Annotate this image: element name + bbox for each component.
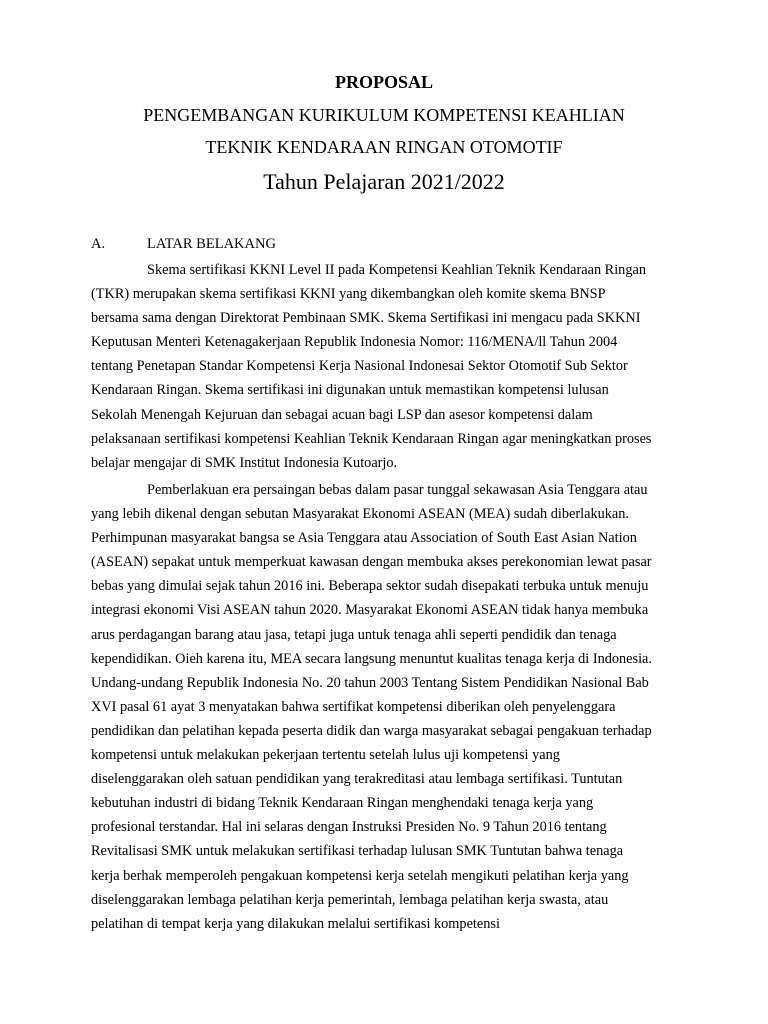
paragraph-line: pelatihan di tempat kerja yang dilakukan melalui sertifikasi kompetensi xyxy=(91,915,500,932)
paragraph-line: Keputusan Menteri Ketenagakerjaan Republik Indonesia Nomor: 116/MENA/ll Tahun 2004 xyxy=(91,334,618,351)
paragraph-line: Revitalisasi SMK untuk melakukan sertifikasi terhadap lulusan SMK Tuntutan bahwa tenaga xyxy=(91,843,624,860)
section-title: LATAR BELAKANG xyxy=(147,236,276,252)
paragraph-line: profesional terstandar. Hal ini selaras dengan Instruksi Presiden No. 9 Tahun 2016 tentang xyxy=(91,819,607,836)
paragraph-line: belajar mengajar di SMK Institut Indonesia Kutoarjo. xyxy=(91,454,398,471)
paragraph-line: yang lebih dikenal dengan sebutan Masyarakat Ekonomi ASEAN (MEA) sudah diberlakukan. xyxy=(91,506,629,523)
paragraph-line: bersama sama dengan Direktorat Pembinaan SMK. Skema Sertifikasi ini mengacu pada SKKNI xyxy=(91,310,641,327)
document-subtitle-line-1: PENGEMBANGAN KURIKULUM KOMPETENSI KEAHLIAN xyxy=(143,105,625,125)
paragraph-line: pelaksanaan sertifikasi kompetensi Keahlian Teknik Kendaraan Ringan agar meningkatkan proses xyxy=(91,430,652,447)
section-number: A. xyxy=(91,236,106,252)
paragraph-line: kebutuhan industri di bidang Teknik Kendaraan Ringan menghendaki tenaga kerja yang xyxy=(91,795,594,812)
academic-year: Tahun Pelajaran 2021/2022 xyxy=(263,169,505,194)
paragraph-line: arus perdagangan barang atau jasa, tetapi juga untuk tenaga ahli seperti pendidik dan tenaga xyxy=(91,626,617,643)
paragraph-line: Pemberlakuan era persaingan bebas dalam pasar tunggal sekawasan Asia Tenggara atau xyxy=(147,482,648,498)
paragraph-line: (TKR) merupakan skema sertifikasi KKNI yang dikembangkan oleh komite skema BNSP xyxy=(91,286,606,303)
paragraph-line: kompetensi untuk melakukan pekerjaan tertentu setelah lulus uji kompetensi yang xyxy=(91,747,560,764)
paragraph-line: integrasi ekonomi Visi ASEAN tahun 2020. Masyarakat Ekonomi ASEAN tidak hanya membuka xyxy=(91,602,649,619)
paragraph-line: bebas yang dimulai sejak tahun 2016 ini. Beberapa sektor sudah disepakati terbuka untuk menuju xyxy=(91,578,649,595)
paragraph-line: kerja berhak memperoleh pengakuan kompetensi kerja setelah mengikuti pelatihan kerja yang xyxy=(91,867,629,884)
paragraph-1 xyxy=(91,258,699,475)
paragraph-line: kependidikan. Oieh karena itu, MEA secara langsung menuntut kualitas tenaga kerja di Indonesia. xyxy=(91,650,652,667)
paragraph-line: Undang-undang Republik Indonesia No. 20 tahun 2003 Tentang Sistem Pendidikan Nasional Bab xyxy=(91,674,649,691)
document-title: PROPOSAL xyxy=(334,72,433,92)
paragraph-line: Kendaraan Ringan. Skema sertifikasi ini digunakan untuk memastikan kompetensi lulusan xyxy=(91,382,609,399)
paragraph-line: (ASEAN) sepakat untuk memperkuat kawasan dengan membuka akses perekonomian lewat pasar xyxy=(91,554,652,571)
paragraph-2 xyxy=(91,478,699,936)
paragraph-line: tentang Penetapan Standar Kompetensi Kerja Nasional Indonesai Sektor Otomotif Sub Sektor xyxy=(91,358,628,375)
paragraph-line: XVI pasal 61 ayat 3 menyatakan bahwa sertifikat kompetensi diberikan oleh penyelenggara xyxy=(91,698,616,715)
document-subtitle-line-2: TEKNIK KENDARAAN RINGAN OTOMOTIF xyxy=(205,137,563,157)
paragraph-line: diselenggarakan lembaga pelatihan kerja pemerintah, lembaga pelatihan kerja swasta, atau xyxy=(91,891,609,908)
paragraph-line: diselenggarakan oleh satuan pendidikan yang terakreditasi atau lembaga sertifikasi. Tuntutan xyxy=(91,771,623,788)
paragraph-line: Perhimpunan masyarakat bangsa se Asia Tenggara atau Association of South East Asian Nation xyxy=(91,530,637,547)
paragraph-line: pendidikan dan pelatihan kepada peserta didik dan warga masyarakat sebagai pengakuan terhadap xyxy=(91,722,652,739)
paragraph-line: Skema sertifikasi KKNI Level II pada Kompetensi Keahlian Teknik Kendaraan Ringan xyxy=(147,262,646,278)
paragraph-line: Sekolah Menengah Kejuruan dan sebagai acuan bagi LSP dan asesor kompetensi dalam xyxy=(91,406,593,423)
